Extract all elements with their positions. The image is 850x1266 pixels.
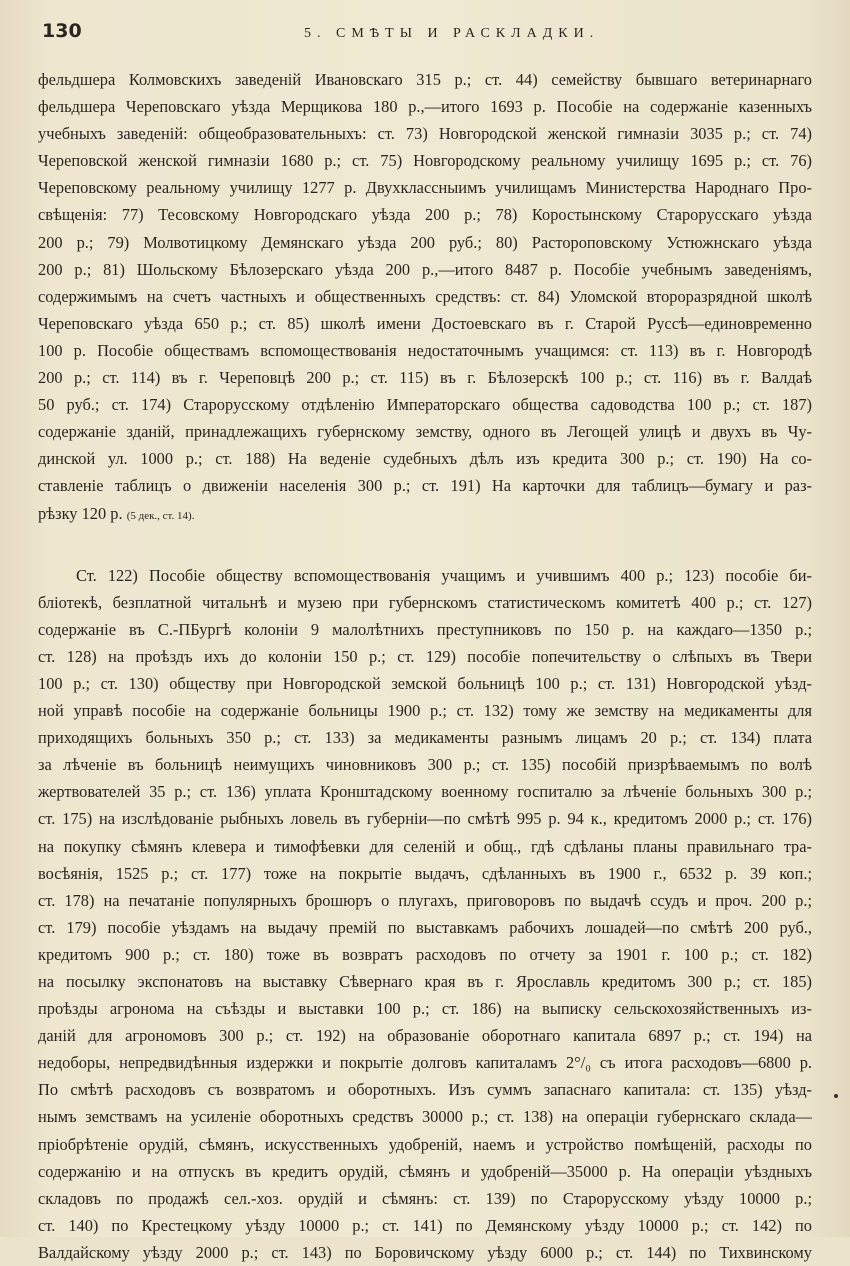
paragraph-1 xyxy=(38,66,812,500)
text-line: содержаніе въ С.-ПБургѣ колоніи 9 малолѣтнихъ преступниковъ по 150 р. на каждаго—1350 р.; xyxy=(38,619,812,639)
paragraph-2 xyxy=(38,562,812,1266)
text-line: недоборы, непредвидѣнныя издержки и покрытіе долговъ капиталамъ 2°/₀ съ итога расходовъ—6800 р. xyxy=(38,1053,812,1073)
text-line: 200 р.; 79) Молвотицкому Демянскаго уѣзда 200 руб.; 80) Растороповскому Устюжнскаго уѣзда xyxy=(38,232,812,252)
margin-mark xyxy=(834,1094,838,1098)
text-line: содержаніе зданій, принадлежащихъ губернскому земству, одного въ Легощей улицѣ и двухъ въ Чу- xyxy=(38,422,812,442)
text-line: По смѣтѣ расходовъ съ возвратомъ и оборотныхъ. Изъ суммъ запаснаго капитала: ст. 135) уѣзд- xyxy=(38,1080,812,1100)
text-line: фельдшера Колмовскихъ заведеній Ивановскаго 315 р.; ст. 44) семейству бывшаго ветеринарнаго xyxy=(38,70,812,89)
text-line: на посылку экспонатовъ на выставку Сѣвернаго края въ г. Ярославль кредитомъ 300 р.; ст. 185) xyxy=(38,972,812,991)
text-line: приходящихъ больныхъ 350 р.; ст. 133) за медикаменты разнымъ лицамъ 20 р.; ст. 134) плата xyxy=(38,728,812,748)
running-title: 5. СМѢТЫ И РАСКЛАДКИ. xyxy=(304,26,600,41)
text-line: 50 руб.; ст. 174) Старорусскому отдѣленію Императорскаго общества садоводства 100 р.; ст. 187) xyxy=(38,395,812,415)
text-line: ной управѣ пособіе на содержаніе больницы 1900 р.; ст. 132) тому же земству на медикаменты для xyxy=(38,701,812,721)
date-reference-note: (5 дек., ст. 14). xyxy=(126,509,195,522)
text-line: восѣянія, 1525 р.; ст. 177) тоже на покрытіе выдачъ, сдѣланныхъ въ 1900 г., 6532 р. 39 коп.; xyxy=(38,863,812,883)
page-number: 130 xyxy=(42,20,82,42)
text-line: бліотекѣ, безплатной читальнѣ и музею при губернскомъ статистическомъ комитетѣ 400 р.; ст. 127) xyxy=(38,592,812,612)
text-line: Ст. 122) Пособіе обществу вспомоществованія учащимъ и учившимъ 400 р.; 123) пособіе би- xyxy=(76,565,812,585)
text-line: за лѣченіе въ больницѣ неимущихъ чиновниковъ 300 р.; ст. 135) пособій призрѣваемымъ по волѣ xyxy=(38,755,812,775)
text-line: 100 р.; ст. 130) обществу при Новгородской земской больницѣ 100 р.; ст. 131) Новгородской уѣзд- xyxy=(38,673,812,693)
text-line: ст. 140) по Крестецкому уѣзду 10000 р.; ст. 141) по Демянскому уѣзду 10000 р.; ст. 142) по xyxy=(38,1215,812,1235)
paragraph-gap xyxy=(38,527,812,562)
text-line: проѣзды агронома на съѣзды и выставки 100 р.; ст. 186) на выписку сельскохозяйственныхъ из- xyxy=(38,999,812,1019)
text-line: рѣзку 120 р. xyxy=(38,503,123,523)
text-line: пріобрѣтеніе орудій, сѣмянъ, искусственныхъ удобреній, наемъ и устройство помѣщеній, расходы по xyxy=(38,1134,812,1154)
body-text xyxy=(38,66,812,1266)
text-line: учебныхъ заведеній: общеобразовательныхъ: ст. 73) Новгородской женской гимназіи 3035 р.; ст. 74) xyxy=(38,124,812,144)
page-header xyxy=(42,20,810,54)
text-line: 200 р.; 81) Шольскому Бѣлозерскаго уѣзда 200 р.,—итого 8487 р. Пособіе учебнымъ заведеніямъ, xyxy=(38,259,812,279)
text-line: содержимымъ на счетъ частныхъ и общественныхъ средствъ: ст. 84) Уломской второразрядной школѣ xyxy=(38,286,812,306)
text-line: ст. 175) на изслѣдованіе рыбныхъ ловель въ губерніи—по смѣтѣ 995 р. 94 к., кредитомъ 2000 р.; ст. 176) xyxy=(38,809,812,829)
text-line: жертвователей 35 р.; ст. 136) уплата Кронштадскому военному госпиталю за лѣченіе больныхъ 300 р.; xyxy=(38,782,812,802)
text-line: складовъ по продажѣ сел.-хоз. орудій и сѣмянъ: ст. 139) по Старорусскому уѣзду 10000 р.; xyxy=(38,1188,812,1208)
paragraph-1-last-line xyxy=(38,500,812,527)
text-line: нымъ земствамъ на усиленіе оборотныхъ средствъ 30000 р.; ст. 138) на операціи губернскаго склада— xyxy=(38,1107,812,1127)
text-line: ст. 179) пособіе уѣздамъ на выдачу премій по выставкамъ рабочихъ лошадей—по смѣтѣ 200 руб., xyxy=(38,917,812,937)
text-line: содержанію и на отпускъ въ кредитъ орудій, сѣмянъ и удобреній—35000 р. На операціи уѣздныхъ xyxy=(38,1161,812,1181)
text-line: Череповской женской гимназіи 1680 р.; ст. 75) Новгородскому реальному училищу 1695 р.; ст. 76) xyxy=(38,151,812,171)
text-line: Череповскаго уѣзда 650 р.; ст. 85) школѣ имени Достоевскаго въ г. Старой Руссѣ—единовременно xyxy=(38,313,812,333)
text-line: Валдайскому уѣзду 2000 р.; ст. 143) по Боровичскому уѣзду 6000 р.; ст. 144) по Тихвинскому xyxy=(38,1242,812,1262)
text-line: даній для агрономовъ 300 р.; ст. 192) на образованіе оборотнаго капитала 6897 р.; ст. 194) на xyxy=(38,1026,812,1046)
text-line: на покупку сѣмянъ клевера и тимофѣевки для селеній и общ., гдѣ сдѣланы планы правильнаго тра- xyxy=(38,836,812,856)
text-line: Череповскому реальному училищу 1277 р. Двухклассныимъ училищамъ Министерства Народнаго Про- xyxy=(38,178,812,198)
text-line: ст. 178) на печатаніе популярныхъ брошюръ о плугахъ, приговоровъ по выдачѣ ссудъ и проч. 200 р.; xyxy=(38,890,812,910)
text-line: динской ул. 1000 р.; ст. 188) На веденіе судебныхъ дѣлъ изъ кредита 300 р.; ст. 190) На со- xyxy=(38,449,812,469)
text-line: ст. 128) на проѣздъ ихъ до колоніи 150 р.; ст. 129) пособіе попечительству о слѣпыхъ въ Твери xyxy=(38,646,812,666)
text-line: 200 р.; ст. 114) въ г. Череповцѣ 200 р.; ст. 115) въ г. Бѣлозерскѣ 100 р.; ст. 116) въ г. Валдаѣ xyxy=(38,368,812,388)
text-line: свѣщенія: 77) Тесовскому Новгородскаго уѣзда 200 р.; 78) Коростынскому Старорусскаго уѣзда xyxy=(38,205,812,225)
text-line: ставленіе таблицъ о движеніи населенія 300 р.; ст. 191) На карточки для таблицъ—бумагу и раз- xyxy=(38,476,812,496)
text-line: 100 р. Пособіе обществамъ вспомоществованія недостаточнымъ учащимся: ст. 113) въ г. Новгородѣ xyxy=(38,340,812,360)
text-line: фельдшера Череповскаго уѣзда Мерщикова 180 р.,—итого 1693 р. Пособіе на содержаніе казенныхъ xyxy=(38,97,812,117)
text-line: кредитомъ 900 р.; ст. 180) тоже въ возвратъ расходовъ по отчету за 1901 г. 100 р.; ст. 182) xyxy=(38,944,812,964)
